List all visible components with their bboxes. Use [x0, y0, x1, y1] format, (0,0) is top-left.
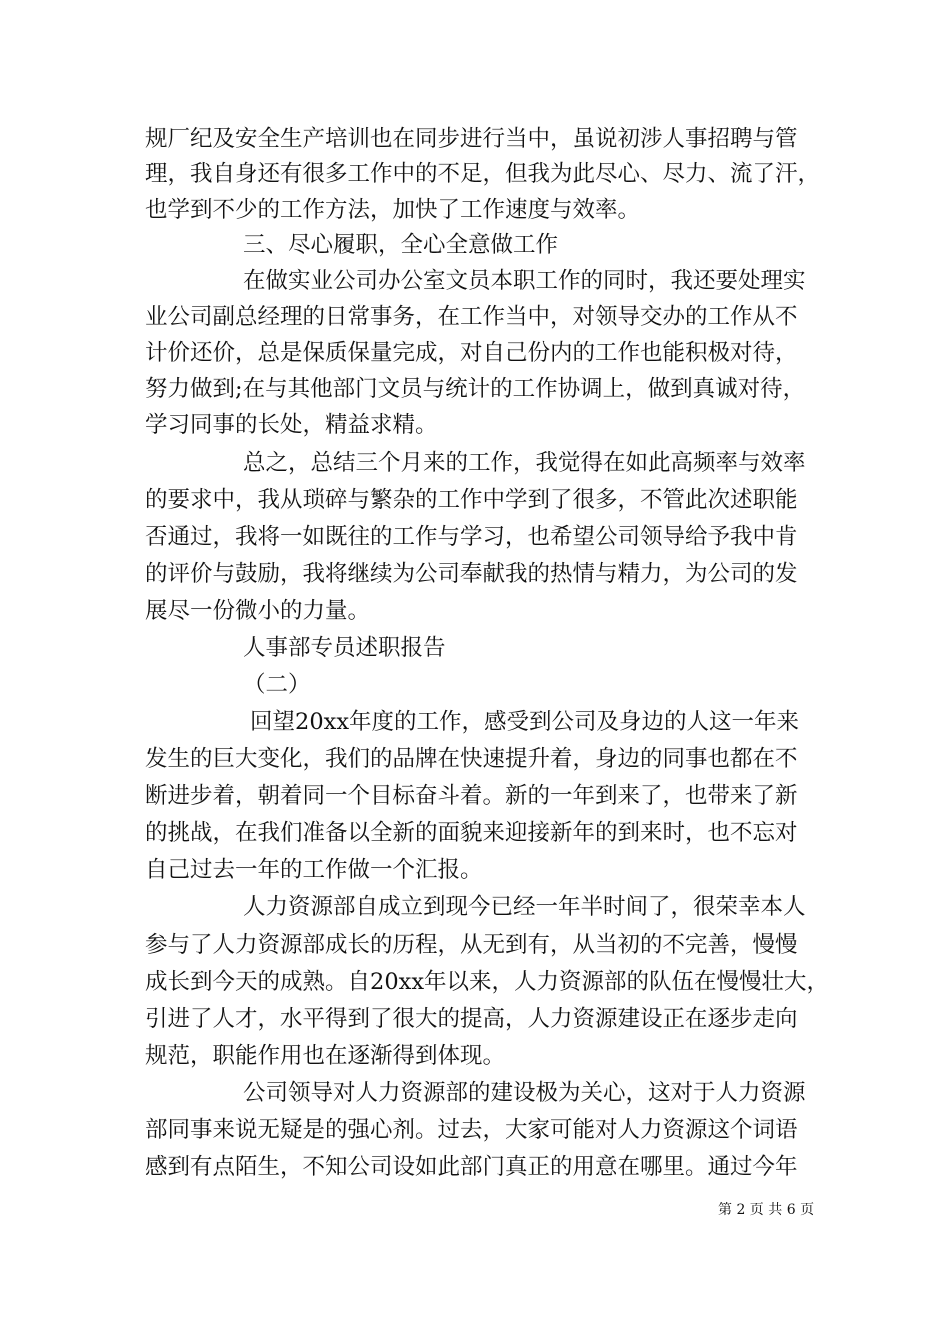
text-line-20: 的挑战，在我们准备以全新的面貌来迎接新年的到来时，也不忘对 — [145, 820, 798, 846]
text-line-7: 计价还价，总是保质保量完成，对自己份内的工作也能积极对待， — [145, 340, 798, 366]
text-line-3: 也学到不少的工作方法，加快了工作速度与效率。 — [145, 197, 641, 223]
text-line-1: 规厂纪及安全生产培训也在同步进行当中，虽说初涉人事招聘与管 — [145, 126, 798, 152]
report-title: 人事部专员述职报告 — [243, 635, 446, 661]
report-subtitle: （二） — [243, 672, 311, 698]
text-line-10: 总之，总结三个月来的工作，我觉得在如此高频率与效率 — [243, 450, 806, 476]
text-line-29: 感到有点陌生，不知公司设如此部门真正的用意在哪里。通过今年 — [145, 1154, 798, 1180]
text-line-26: 规范，职能作用也在逐渐得到体现。 — [145, 1043, 506, 1069]
text-line-6: 业公司副总经理的日常事务，在工作当中，对领导交办的工作从不 — [145, 304, 798, 330]
text-line-13: 的评价与鼓励，我将继续为公司奉献我的热情与精力，为公司的发 — [145, 561, 798, 587]
section-heading: 三、尽心履职，全心全意做工作 — [243, 232, 559, 258]
text-line-5: 在做实业公司办公室文员本职工作的同时，我还要处理实 — [243, 268, 806, 294]
text-line-17: 回望20xx年度的工作，感受到公司及身边的人这一年来 — [250, 709, 800, 735]
text-line-25: 引进了人才，水平得到了很大的提高，人力资源建设正在逐步走向 — [145, 1006, 798, 1032]
text-line-9: 学习同事的长处，精益求精。 — [145, 412, 438, 438]
text-line-22: 人力资源部自成立到现今已经一年半时间了，很荣幸本人 — [243, 894, 806, 920]
page-number-footer: 第 2 页 共 6 页 — [718, 1202, 815, 1218]
text-line-23: 参与了人力资源部成长的历程，从无到有，从当初的不完善，慢慢 — [145, 932, 798, 958]
text-line-24: 成长到今天的成熟。自20xx年以来，人力资源部的队伍在慢慢壮大， — [145, 969, 830, 995]
text-line-2: 理，我自身还有很多工作中的不足，但我为此尽心、尽力、流了汗， — [145, 161, 821, 187]
text-line-12: 否通过，我将一如既往的工作与学习，也希望公司领导给予我中肯 — [145, 524, 798, 550]
text-line-21: 自己过去一年的工作做一个汇报。 — [145, 857, 483, 883]
text-line-14: 展尽一份微小的力量。 — [145, 598, 371, 624]
text-line-18: 发生的巨大变化，我们的品牌在快速提升着，身边的同事也都在不 — [145, 746, 798, 772]
text-line-8: 努力做到;在与其他部门文员与统计的工作协调上，做到真诚对待， — [145, 376, 806, 402]
text-line-19: 断进步着，朝着同一个目标奋斗着。新的一年到来了，也带来了新 — [145, 783, 798, 809]
text-line-11: 的要求中，我从琐碎与繁杂的工作中学到了很多，不管此次述职能 — [145, 487, 798, 513]
text-line-27: 公司领导对人力资源部的建设极为关心，这对于人力资源 — [243, 1080, 806, 1106]
text-line-28: 部同事来说无疑是的强心剂。过去，大家可能对人力资源这个词语 — [145, 1117, 798, 1143]
